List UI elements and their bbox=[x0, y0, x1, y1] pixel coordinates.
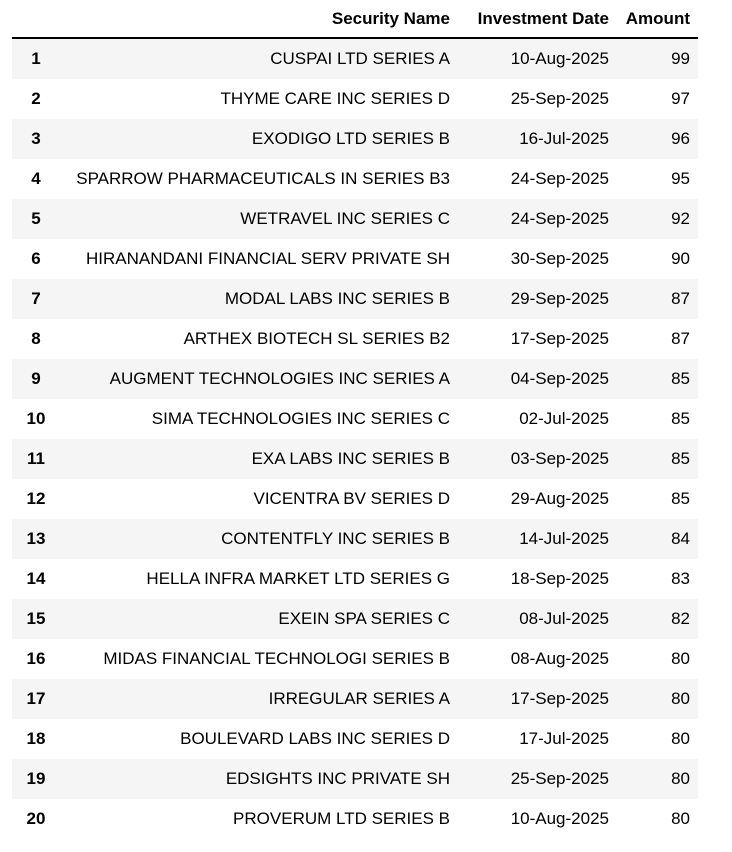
investment-date-cell: 03-Sep-2025 bbox=[458, 439, 617, 479]
security-name-cell: EDSIGHTS INC PRIVATE SH bbox=[56, 759, 458, 799]
table-row bbox=[12, 519, 698, 559]
amount-cell: 97 bbox=[617, 79, 698, 119]
table-row bbox=[12, 199, 698, 239]
table-row bbox=[12, 599, 698, 639]
row-index: 16 bbox=[12, 639, 56, 679]
investment-date-cell: 24-Sep-2025 bbox=[458, 199, 617, 239]
row-index: 10 bbox=[12, 399, 56, 439]
investments-table-container bbox=[12, 0, 698, 839]
investment-date-cell: 29-Sep-2025 bbox=[458, 279, 617, 319]
investments-table bbox=[12, 0, 698, 839]
security-name-cell: AUGMENT TECHNOLOGIES INC SERIES A bbox=[56, 359, 458, 399]
investment-date-cell: 18-Sep-2025 bbox=[458, 559, 617, 599]
table-row bbox=[12, 679, 698, 719]
amount-cell: 96 bbox=[617, 119, 698, 159]
table-row bbox=[12, 559, 698, 599]
investment-date-cell: 10-Aug-2025 bbox=[458, 799, 617, 839]
security-name-cell: EXODIGO LTD SERIES B bbox=[56, 119, 458, 159]
table-row bbox=[12, 119, 698, 159]
security-name-cell: ARTHEX BIOTECH SL SERIES B2 bbox=[56, 319, 458, 359]
table-row bbox=[12, 799, 698, 839]
investment-date-cell: 25-Sep-2025 bbox=[458, 759, 617, 799]
amount-cell: 80 bbox=[617, 679, 698, 719]
amount-cell: 80 bbox=[617, 799, 698, 839]
security-name-cell: MIDAS FINANCIAL TECHNOLOGI SERIES B bbox=[56, 639, 458, 679]
investment-date-cell: 04-Sep-2025 bbox=[458, 359, 617, 399]
table-header bbox=[12, 0, 698, 38]
row-index: 2 bbox=[12, 79, 56, 119]
row-index: 8 bbox=[12, 319, 56, 359]
table-row bbox=[12, 359, 698, 399]
table-row bbox=[12, 38, 698, 79]
security-name-cell: SPARROW PHARMACEUTICALS IN SERIES B3 bbox=[56, 159, 458, 199]
table-row bbox=[12, 279, 698, 319]
investment-date-cell: 14-Jul-2025 bbox=[458, 519, 617, 559]
amount-cell: 87 bbox=[617, 319, 698, 359]
security-name-cell: IRREGULAR SERIES A bbox=[56, 679, 458, 719]
amount-cell: 82 bbox=[617, 599, 698, 639]
investment-date-cell: 24-Sep-2025 bbox=[458, 159, 617, 199]
row-index: 7 bbox=[12, 279, 56, 319]
header-row bbox=[12, 0, 698, 38]
row-index: 20 bbox=[12, 799, 56, 839]
security-name-cell: HIRANANDANI FINANCIAL SERV PRIVATE SH bbox=[56, 239, 458, 279]
amount-cell: 80 bbox=[617, 639, 698, 679]
row-index: 4 bbox=[12, 159, 56, 199]
row-index: 12 bbox=[12, 479, 56, 519]
amount-cell: 90 bbox=[617, 239, 698, 279]
investment-date-cell: 16-Jul-2025 bbox=[458, 119, 617, 159]
security-name-cell: PROVERUM LTD SERIES B bbox=[56, 799, 458, 839]
amount-cell: 80 bbox=[617, 719, 698, 759]
amount-cell: 80 bbox=[617, 759, 698, 799]
amount-cell: 99 bbox=[617, 38, 698, 79]
investment-date-cell: 30-Sep-2025 bbox=[458, 239, 617, 279]
table-row bbox=[12, 79, 698, 119]
security-name-cell: THYME CARE INC SERIES D bbox=[56, 79, 458, 119]
amount-column-header: Amount bbox=[617, 0, 698, 38]
security-name-cell: EXA LABS INC SERIES B bbox=[56, 439, 458, 479]
row-index: 6 bbox=[12, 239, 56, 279]
table-row bbox=[12, 719, 698, 759]
row-index: 11 bbox=[12, 439, 56, 479]
investment-date-cell: 08-Jul-2025 bbox=[458, 599, 617, 639]
security-name-cell: WETRAVEL INC SERIES C bbox=[56, 199, 458, 239]
amount-cell: 83 bbox=[617, 559, 698, 599]
table-row bbox=[12, 399, 698, 439]
table-row bbox=[12, 759, 698, 799]
investment-date-cell: 25-Sep-2025 bbox=[458, 79, 617, 119]
table-row bbox=[12, 439, 698, 479]
security-name-cell: MODAL LABS INC SERIES B bbox=[56, 279, 458, 319]
table-row bbox=[12, 239, 698, 279]
table-row bbox=[12, 319, 698, 359]
amount-cell: 85 bbox=[617, 399, 698, 439]
amount-cell: 84 bbox=[617, 519, 698, 559]
security-name-cell: SIMA TECHNOLOGIES INC SERIES C bbox=[56, 399, 458, 439]
amount-cell: 92 bbox=[617, 199, 698, 239]
amount-cell: 85 bbox=[617, 479, 698, 519]
row-index: 14 bbox=[12, 559, 56, 599]
amount-cell: 95 bbox=[617, 159, 698, 199]
investment-date-column-header: Investment Date bbox=[458, 0, 617, 38]
index-column-header bbox=[12, 0, 56, 38]
table-row bbox=[12, 639, 698, 679]
row-index: 19 bbox=[12, 759, 56, 799]
investment-date-cell: 10-Aug-2025 bbox=[458, 38, 617, 79]
security-name-cell: CUSPAI LTD SERIES A bbox=[56, 38, 458, 79]
table-row bbox=[12, 479, 698, 519]
security-name-cell: BOULEVARD LABS INC SERIES D bbox=[56, 719, 458, 759]
row-index: 15 bbox=[12, 599, 56, 639]
investment-date-cell: 08-Aug-2025 bbox=[458, 639, 617, 679]
amount-cell: 85 bbox=[617, 439, 698, 479]
security-name-cell: HELLA INFRA MARKET LTD SERIES G bbox=[56, 559, 458, 599]
security-name-cell: CONTENTFLY INC SERIES B bbox=[56, 519, 458, 559]
security-name-cell: EXEIN SPA SERIES C bbox=[56, 599, 458, 639]
row-index: 18 bbox=[12, 719, 56, 759]
row-index: 9 bbox=[12, 359, 56, 399]
row-index: 1 bbox=[12, 38, 56, 79]
amount-cell: 87 bbox=[617, 279, 698, 319]
amount-cell: 85 bbox=[617, 359, 698, 399]
investment-date-cell: 02-Jul-2025 bbox=[458, 399, 617, 439]
row-index: 3 bbox=[12, 119, 56, 159]
investment-date-cell: 29-Aug-2025 bbox=[458, 479, 617, 519]
table-body bbox=[12, 38, 698, 839]
row-index: 5 bbox=[12, 199, 56, 239]
row-index: 17 bbox=[12, 679, 56, 719]
security-name-column-header: Security Name bbox=[56, 0, 458, 38]
security-name-cell: VICENTRA BV SERIES D bbox=[56, 479, 458, 519]
investment-date-cell: 17-Sep-2025 bbox=[458, 679, 617, 719]
table-row bbox=[12, 159, 698, 199]
investment-date-cell: 17-Sep-2025 bbox=[458, 319, 617, 359]
row-index: 13 bbox=[12, 519, 56, 559]
investment-date-cell: 17-Jul-2025 bbox=[458, 719, 617, 759]
